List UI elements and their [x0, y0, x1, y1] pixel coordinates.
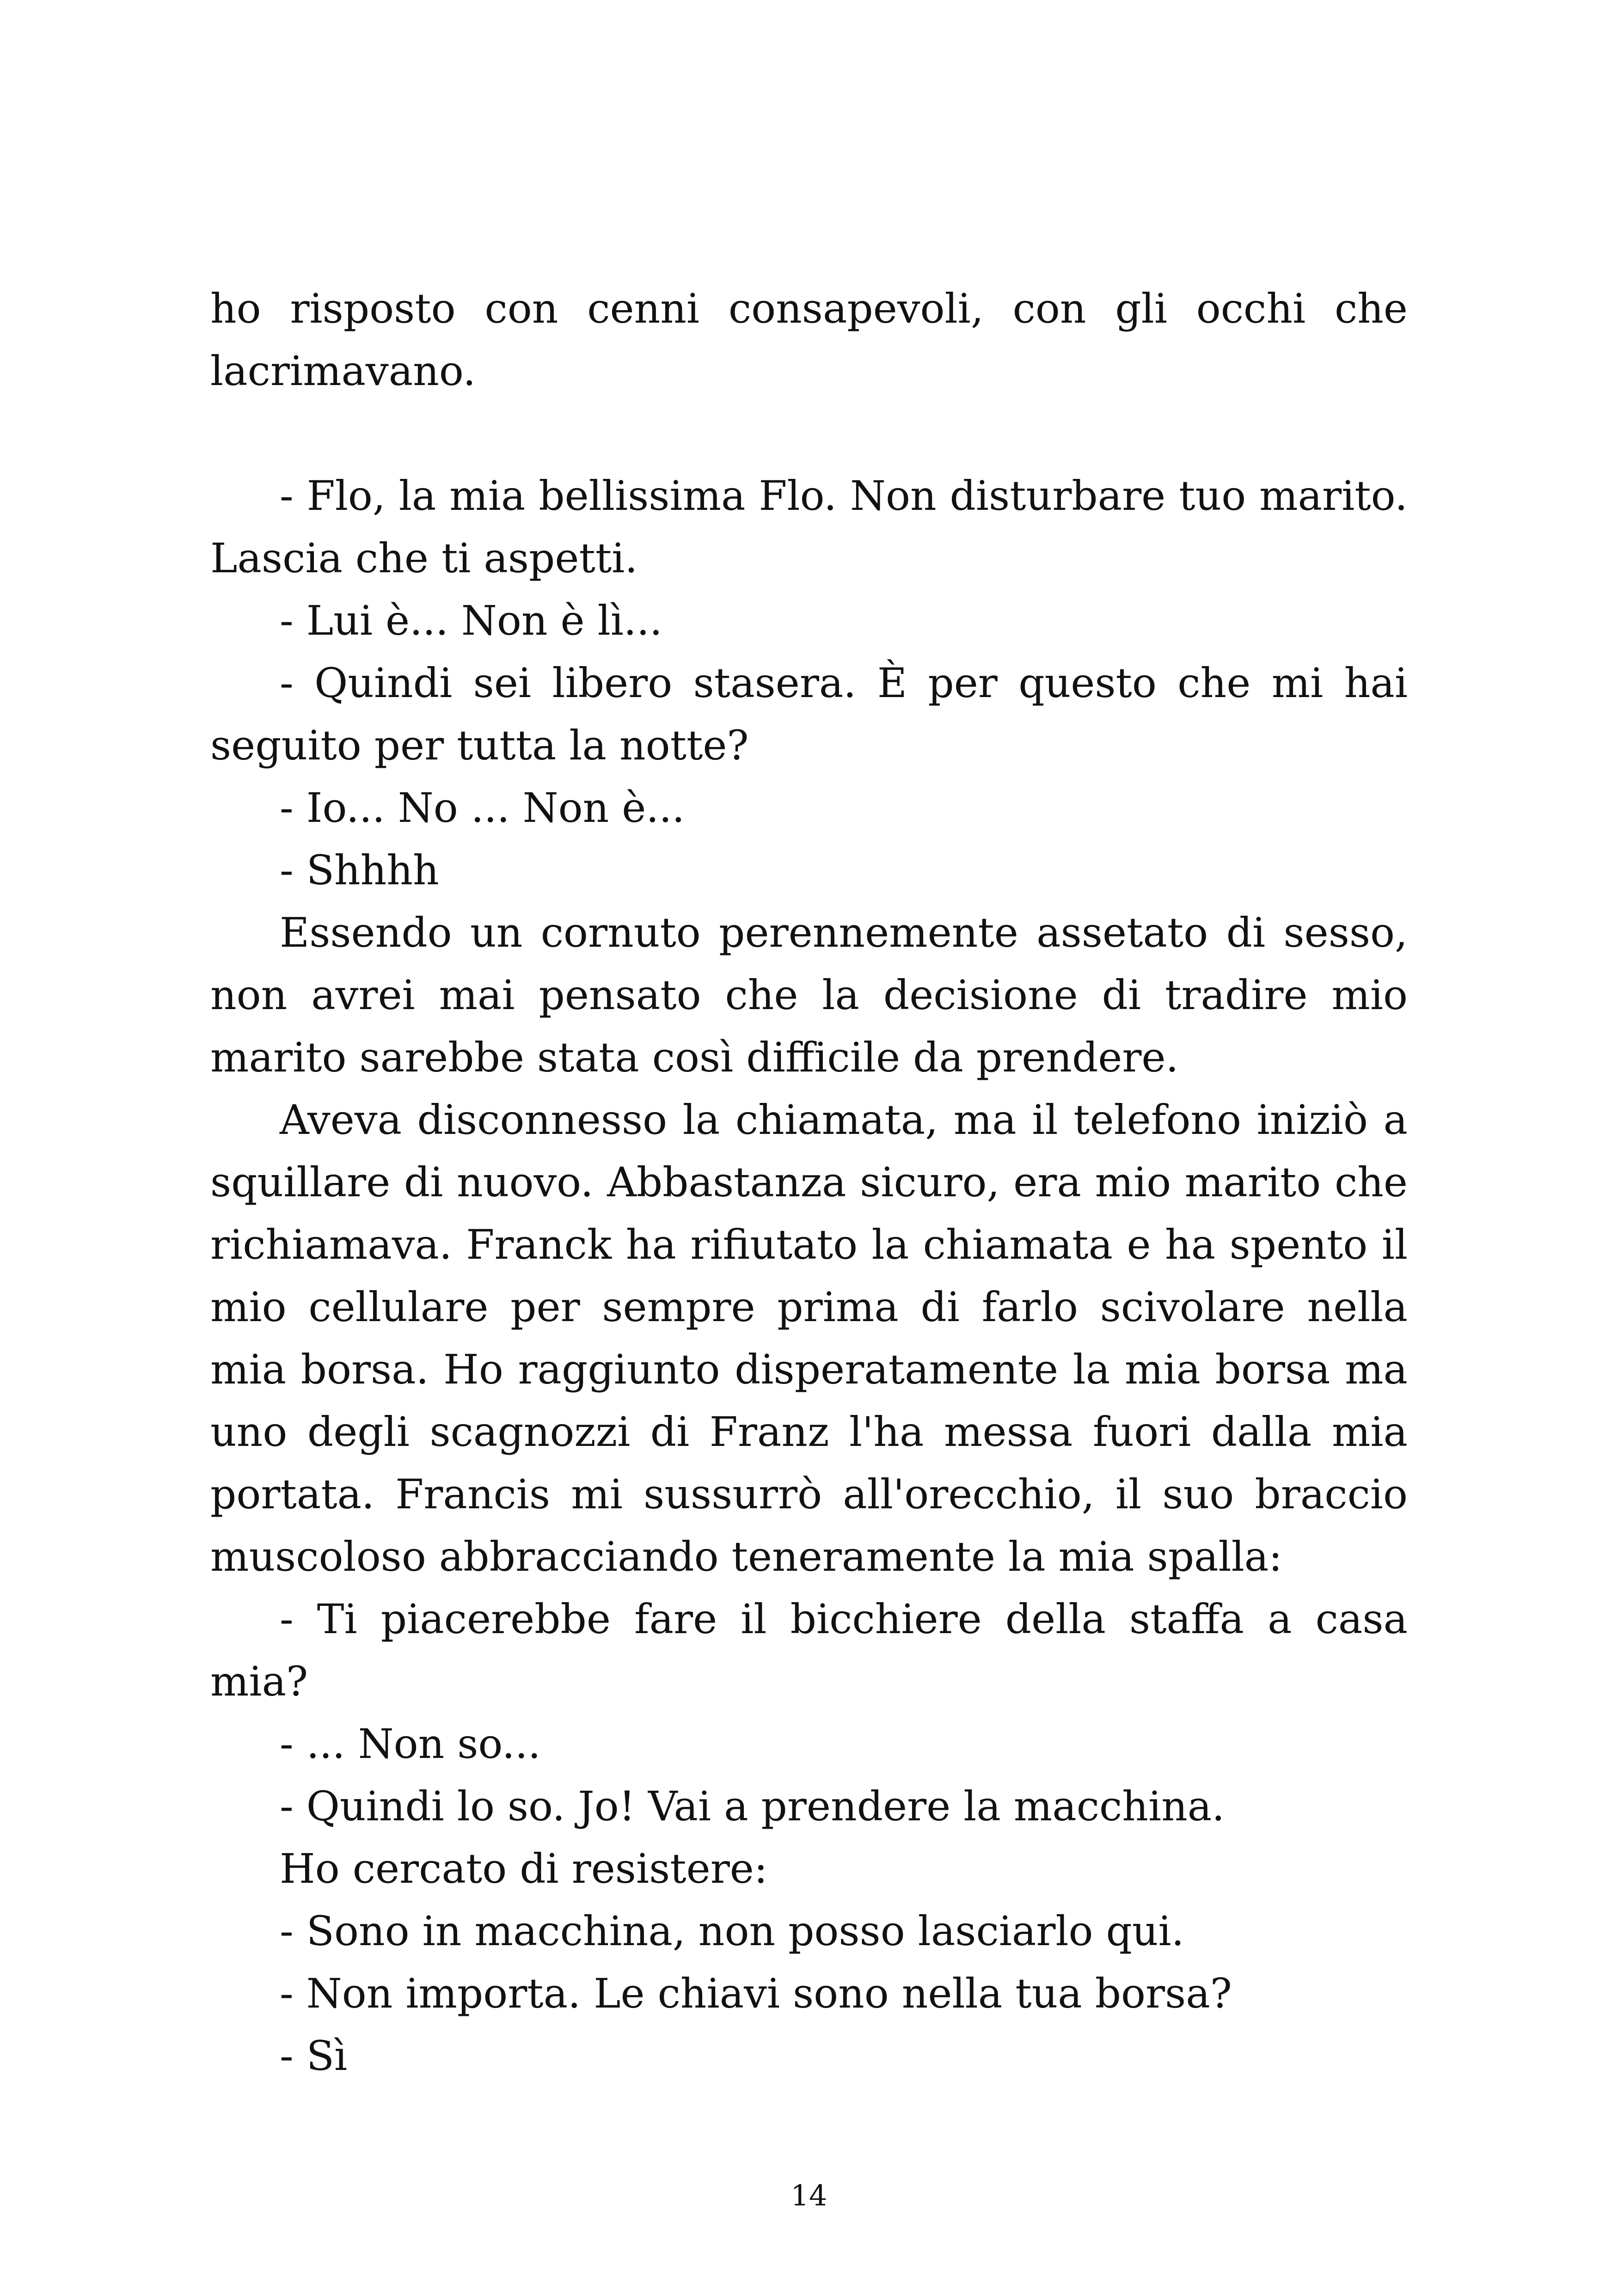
- dialogue-line: - Flo, la mia bellissima Flo. Non disturbare tuo marito. Lascia che ti aspetti.: [210, 472, 1408, 582]
- page-number: 14: [791, 2179, 827, 2212]
- dialogue-line: - Lui è... Non è lì...: [280, 597, 662, 644]
- paragraph: Aveva disconnesso la chiamata, ma il telefono iniziò a squillare di nuovo. Abbastanza sicuro, era mio marito che richiamava. Franck ha rifiutato la chiamata e ha spento il mio cellulare per sempre prima di farlo scivolare nella mia borsa. Ho raggiunto disperatamente la mia borsa ma uno degli scagnozzi di Franz l'ha messa fuori dalla mia portata. Francis mi sussurrò all'orecchio, il suo braccio muscoloso abbracciando teneramente la mia spalla:: [210, 1096, 1408, 1580]
- dialogue-line: - Ti piacerebbe fare il bicchiere della staffa a casa mia?: [210, 1595, 1408, 1705]
- page-body-text: [210, 277, 1408, 2087]
- dialogue-line: - ... Non so...: [280, 1720, 541, 1768]
- dialogue-line: - Sono in macchina, non posso lasciarlo qui.: [280, 1907, 1184, 1955]
- dialogue-line: - Sì: [280, 2032, 348, 2080]
- dialogue-line: - Io... No ... Non è...: [280, 784, 685, 832]
- paragraph: ho risposto con cenni consapevoli, con gli occhi che lacrimavano.: [210, 285, 1408, 395]
- dialogue-line: - Shhhh: [280, 846, 439, 894]
- dialogue-line: - Non importa. Le chiavi sono nella tua borsa?: [280, 1970, 1232, 2017]
- paragraph: Essendo un cornuto perennemente assetato di sesso, non avrei mai pensato che la decisione di tradire mio marito sarebbe stata così difficile da prendere.: [210, 909, 1408, 1081]
- dialogue-line: - Quindi lo so. Jo! Vai a prendere la macchina.: [280, 1782, 1225, 1830]
- paragraph: Ho cercato di resistere:: [280, 1845, 768, 1892]
- dialogue-line: - Quindi sei libero stasera. È per questo che mi hai seguito per tutta la notte?: [210, 659, 1408, 769]
